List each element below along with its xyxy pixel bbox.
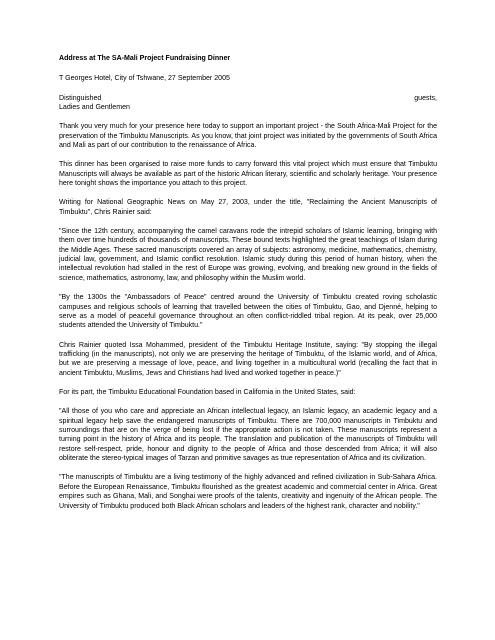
paragraph-dinner-purpose: This dinner has been organised to raise more funds to carry forward this vital project which must ensure that Timbuktu Manuscripts will always be available as part of the historic African literary, scientific and scholarly heritage. Your presence here tonight shows the importance you attach to this project.	[59, 161, 437, 188]
venue-line: T Georges Hotel, City of Tshwane, 27 September 2005	[59, 75, 230, 83]
salutation	[59, 94, 437, 113]
salutation-right: guests,	[414, 94, 437, 102]
paragraph-quote-1300s: "By the 1300s the "Ambassadors of Peace" centred around the University of Timbuktu created roving scholastic campuses and religious schools of learning that travelled between the cities of Timbuktu, Gao, and Djenné, helping to serve as a model of peaceful governance throughout an often conflict-riddled tribal region. At its peak, over 25,000 students attended the University of Timbuktu."	[59, 294, 437, 330]
salutation-line-2: Ladies and Gentlemen	[59, 104, 130, 112]
paragraph-national-geographic: Writing for National Geographic News on May 27, 2003, under the title, "Reclaiming the Ancient Manuscripts of Timbuktu", Chris Rainier said:	[59, 199, 437, 216]
paragraph-thanks: Thank you very much for your presence here today to support an important project - the South Africa-Mali Project for the preservation of the Timbuktu Manuscripts. As you know, that joint project was initiated by the governments of South Africa and Mali as part of our contribution to the renaissance of Africa.	[59, 123, 437, 150]
paragraph-educational-foundation: For its part, the Timbuktu Educational Foundation based in California in the United States, said:	[59, 388, 356, 396]
salutation-line-1	[59, 94, 437, 103]
paragraph-quote-legacy: "All those of you who care and appreciate an African intellectual legacy, an Islamic legacy, an academic legacy and a spiritual legacy help save the endangered manuscripts of Timbuktu. There are 700,000 manuscripts in Timbuktu and surroundings that are on the verge of being lost if the appropriate action is not taken. These manuscripts represent a turning point in the history of Africa and its people. The translation and publication of the manuscripts of Timbuktu will restore self-respect, pride, honour and dignity to the people of Africa and those descended from Africa; it will also obliterate the stereo-typical images of Tarzan and primitive savages as true representation of Africa and its civilization.	[59, 408, 437, 463]
paragraph-quote-12th-century: "Since the 12th century, accompanying the camel caravans rode the intrepid scholars of Islamic learning, bringing with them over time hundreds of thousands of manuscripts. These bound texts highlighted the great teachings of Islam during the Middle Ages. These sacred manuscripts covered an array of subjects: astronomy, medicine, mathematics, chemistry, judicial law, government, and Islamic conflict resolution. Islamic study during this period of human history, when the intellectual revolution had stalled in the rest of Europe was growing, evolving, and breaking new ground in the fields of science, mathematics, astronomy, law, and philosophy within the Muslim world.	[59, 227, 437, 282]
paragraph-issa-mohammed: Chris Rainier quoted Issa Mohammed, president of the Timbuktu Heritage Institute, saying: "By stopping the illegal trafficking (in the manuscripts), not only we are preserving the heritage of Timbuktu, of the Islamic world, and of Africa, but we are preserving a message of love, peace, and living together in a multicultural world (recalling the fact that in ancient Timbuktu, Muslims, Jews and Christians had lived and worked together in peace.)"	[59, 341, 437, 377]
salutation-left: Distinguished	[59, 94, 102, 102]
document-title: Address at The SA-Mali Project Fundraising Dinner	[59, 55, 231, 62]
paragraph-quote-living-testimony: "The manuscripts of Timbuktu are a living testimony of the highly advanced and refined civilization in Sub-Sahara Africa. Before the European Renaissance, Timbuktu flourished as the greatest academic and commercial center in Africa. Great empires such as Ghana, Mali, and Songhai were proofs of the talents, creativity and ingenuity of the African people. The University of Timbuktu produced both Black African scholars and leaders of the highest rank, character and nobility."	[59, 474, 437, 510]
